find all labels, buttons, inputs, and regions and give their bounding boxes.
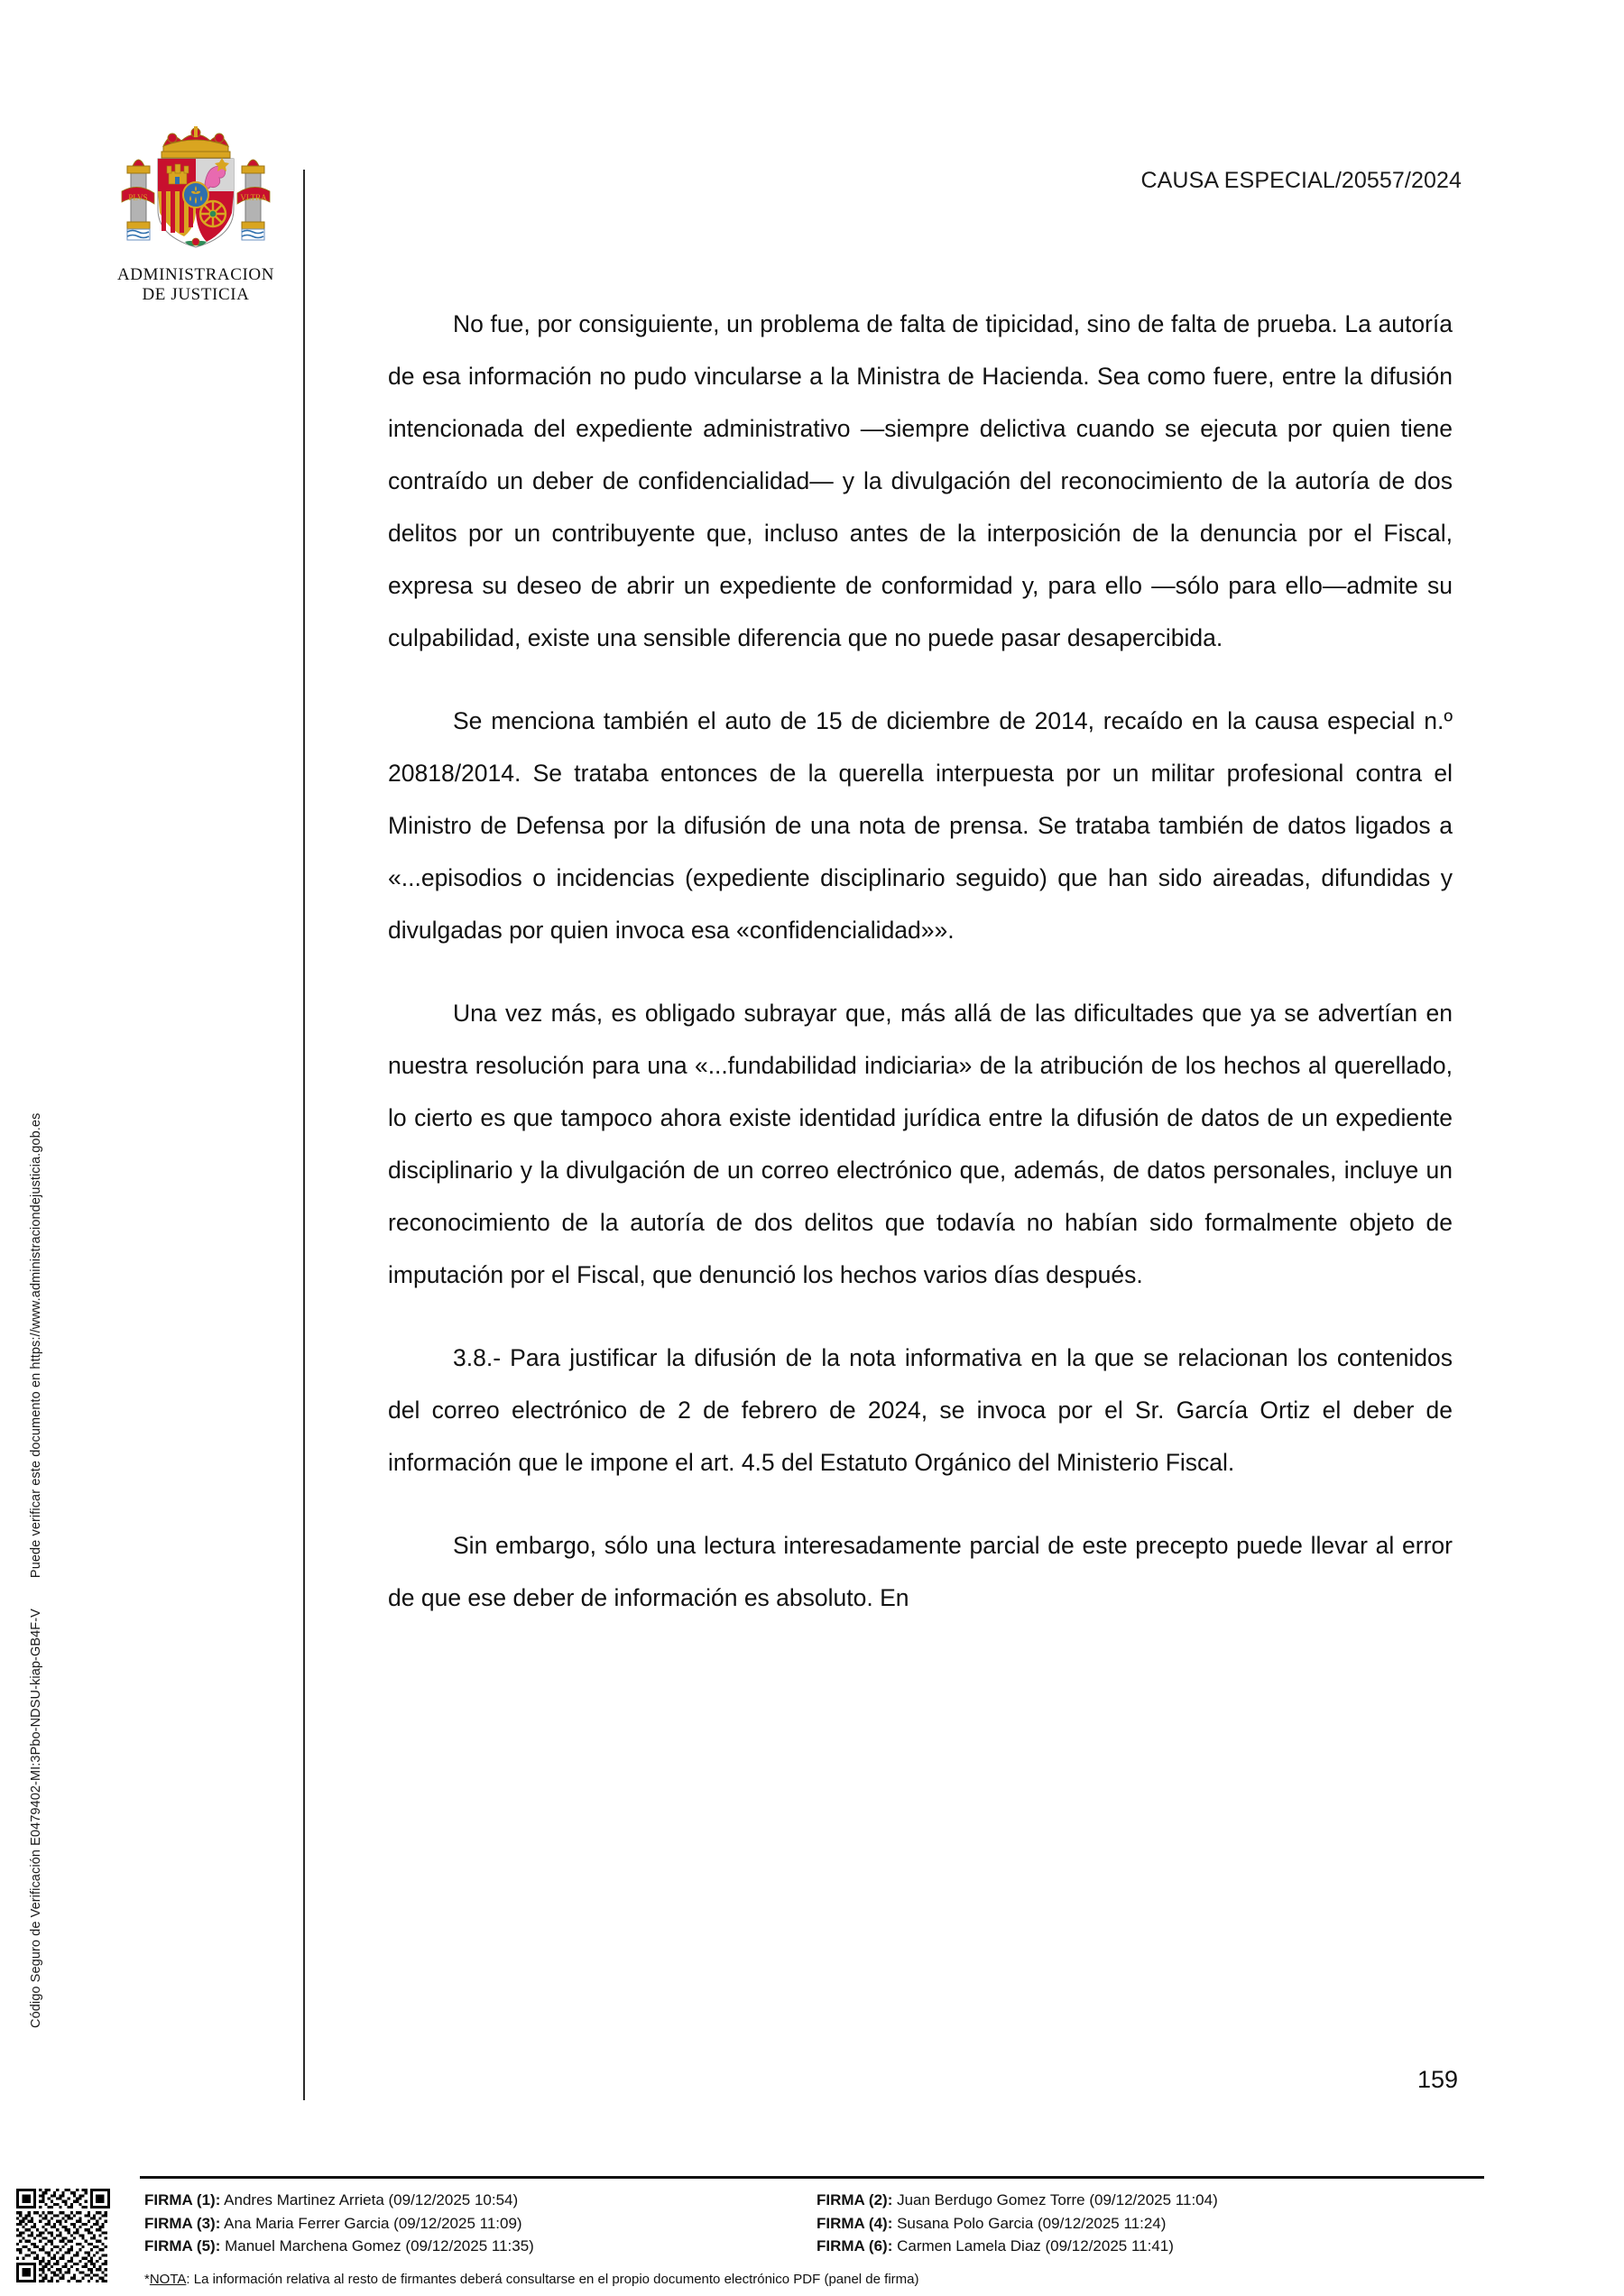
signature-value: Juan Berdugo Gomez Torre (09/12/2025 11:04) [897,2191,1218,2208]
signature-column-right [817,2189,1489,2258]
signature-value: Andres Martinez Arrieta (09/12/2025 10:54) [224,2191,519,2208]
signature-value: Ana Maria Ferrer Garcia (09/12/2025 11:09) [224,2214,522,2232]
paragraph: Sin embargo, sólo una lectura interesadamente parcial de este precepto puede llevar al error de que ese deber de información es absoluto. En [388,1532,1453,1611]
signature-list [144,2189,1489,2258]
emblem-caption-line1: ADMINISTRACION [116,265,275,284]
emblem-caption-line2: DE JUSTICIA [142,284,250,304]
verification-sidebar-text [29,115,43,2028]
motto-left-text: PLVS [128,193,148,202]
paragraph: 3.8.- Para justificar la difusión de la nota informativa en la que se relacionan los contenidos del correo electrónico de 2 de febrero de 2024, se invoca por el Sr. García Ortiz el deber de información que le impone el art. 4.5 del Estatuto Orgánico del Ministerio Fiscal. [388,1344,1453,1476]
signature-item [817,2189,1489,2212]
motto-right-text: VLTRA [240,193,267,202]
signature-label: FIRMA (2): [817,2191,893,2208]
signature-item [817,2235,1489,2258]
vertical-divider-rule [303,170,305,2100]
signature-label: FIRMA (6): [817,2237,893,2255]
footer-divider [140,2176,1484,2179]
qr-code-icon [16,2189,110,2282]
footer-note-keyword: NOTA [149,2272,187,2287]
signature-item [144,2189,817,2212]
signature-value: Susana Polo Garcia (09/12/2025 11:24) [897,2214,1167,2232]
document-body [388,298,1453,1624]
emblem-caption [101,265,291,304]
signature-label: FIRMA (1): [144,2191,221,2208]
case-reference-header: CAUSA ESPECIAL/20557/2024 [1140,168,1462,193]
verification-url-text: Puede verificar este documento en https://www.administraciondejusticia.gob.es [29,1112,43,1579]
footer-note-text: : La información relativa al resto de firmantes deberá consultarse en el propio documento electrónico PDF (panel de firma) [186,2272,919,2287]
paragraph: Se menciona también el auto de 15 de diciembre de 2014, recaído en la causa especial n.º 20818/2014. Se trataba entonces de la querella interpuesta por un militar profesional contra el Ministro de Defensa por la difusión de una nota de prensa. Se trataba también de datos ligados a «...episodios o incidencias (expediente disciplinario seguido) que han sido aireadas, difundidas y divulgadas por quien invoca esa «confidencialidad»». [388,707,1453,944]
signature-label: FIRMA (3): [144,2214,221,2232]
signature-item [144,2235,817,2258]
footer-note [144,2271,919,2288]
signature-column-left [144,2189,817,2258]
verification-code: E0479402-MI:3Pbo-NDSU-kiap-GB4F-V [29,1609,43,1846]
verification-label: Código Seguro de Verificación [29,1849,43,2028]
verification-sidebar [0,0,58,2147]
page-number: 159 [1416,2066,1458,2093]
footer-note-star: * [144,2272,150,2287]
signature-item [817,2212,1489,2236]
signature-value: Manuel Marchena Gomez (09/12/2025 11:35) [225,2237,534,2255]
signature-label: FIRMA (5): [144,2237,221,2255]
signature-value: Carmen Lamela Diaz (09/12/2025 11:41) [897,2237,1174,2255]
spain-coat-of-arms-icon [107,126,284,262]
signature-footer [0,2176,1624,2296]
signature-item [144,2212,817,2236]
paragraph: Una vez más, es obligado subrayar que, más allá de las dificultades que ya se advertían en nuestra resolución para una «...fundabilidad indiciaria» de la atribución de los hechos al querellado, lo cierto es que tampoco ahora existe identidad jurídica entre la difusión de datos de un expediente disciplinario y la divulgación de un correo electrónico que, además, de datos personales, incluye un reconocimiento de la autoría de dos delitos que todavía no habían sido formalmente objeto de imputación por el Fiscal, que denunció los hechos varios días después. [388,1000,1453,1288]
administration-of-justice-emblem [101,126,291,304]
signature-label: FIRMA (4): [817,2214,893,2232]
paragraph: No fue, por consiguiente, un problema de falta de tipicidad, sino de falta de prueba. La autoría de esa información no pudo vincularse a la Ministra de Hacienda. Sea como fuere, entre la difusión intencionada del expediente administrativo —siempre delictiva cuando se ejecuta por quien tiene contraído un deber de confidencialidad— y la divulgación del reconocimiento de la autoría de dos delitos por un contribuyente que, incluso antes de la interposición de la denuncia por el Fiscal, expresa su deseo de abrir un expediente de conformidad y, para ello —sólo para ello—admite su culpabilidad, existe una sensible diferencia que no puede pasar desapercibida. [388,310,1453,651]
